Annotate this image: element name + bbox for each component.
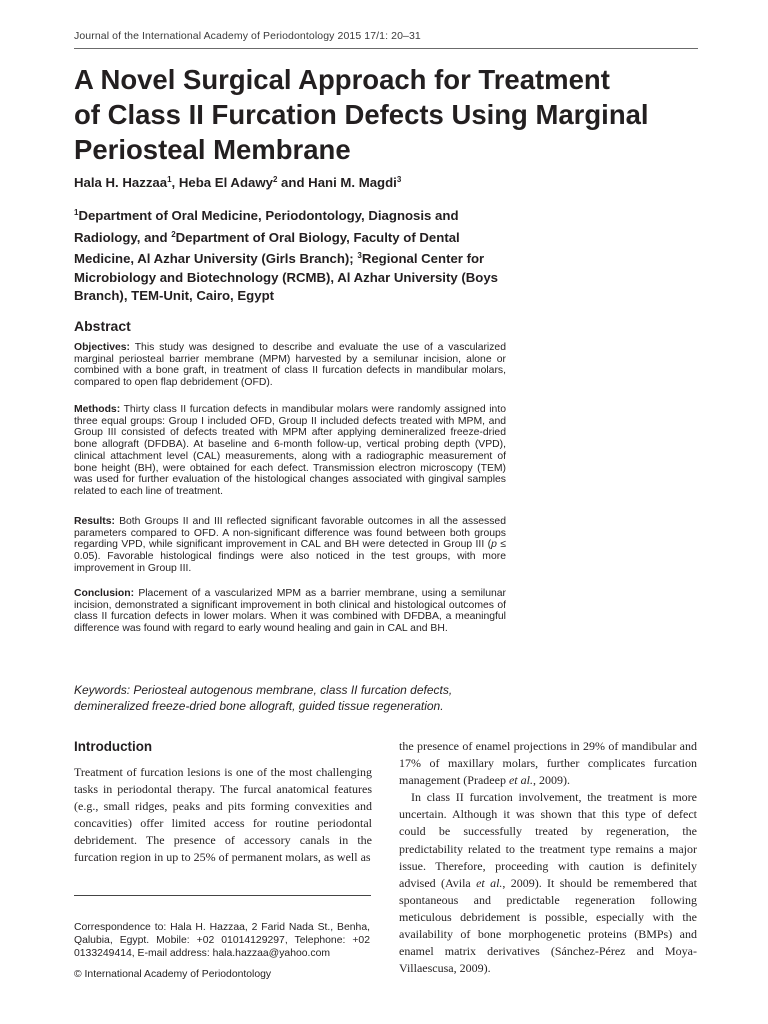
header-rule: [74, 48, 698, 49]
affiliation-text: Department of Oral Biology, Faculty of Dental Medicine, Al Azhar University (Girls Branch);: [74, 229, 460, 266]
introduction-heading: Introduction: [74, 739, 153, 754]
affiliation-marker: 1: [74, 208, 79, 217]
author-affiliation-marker: 2: [272, 175, 278, 184]
paragraph-text: , 2009). It should be remembered that spontaneous and predictable regeneration following meticulous debridement is possible, especially with the availability of bone morphogenetic proteins (BMPs) and enamel matrix derivatives (Sánchez-Pérez and Moya-Villaescusa, 2009).: [399, 875, 697, 976]
title-line-2: of Class II Furcation Defects Using Marginal: [74, 99, 649, 130]
paragraph-text: In class II furcation involvement, the treatment is more uncertain. Although it was shown that this type of defect could be successfully treated by regeneration, the predictability related to the treatment type remains a major issue. Therefore, proceeding with caution is definitely advised (Avila: [399, 790, 697, 890]
section-text: Both Groups II and III reflected significant favorable outcomes in all the assessed parameters compared to OFD. A non-significant difference was found between both groups regarding VPD, while significant improvement in CAL and BH were detected in Group III (: [74, 516, 506, 551]
affiliation-text: Department of Oral Medicine, Periodontology, Diagnosis and Radiology, and: [74, 208, 459, 245]
author-list: [74, 175, 401, 190]
correspondence-footnote: Correspondence to: Hala H. Hazzaa, 2 Farid Nada St., Benha, Qalubia, Egypt. Mobile: +02 01014129297, Telephone: +02 0133249414, E-mail address: hala.hazzaa@yahoo.com: [74, 922, 370, 959]
abstract-objectives: [74, 342, 506, 389]
abstract-heading: Abstract: [74, 318, 131, 334]
section-label: Objectives:: [74, 342, 131, 353]
section-label: Results:: [74, 516, 115, 527]
author-separator: and: [277, 175, 309, 190]
p-value-symbol: p: [491, 539, 497, 551]
section-text: Thirty class II furcation defects in mandibular molars were randomly assigned into three equal groups: Group I included OFD, Group II included defects treated with MPM, and Group III consisted of defects treated with MPM after applying demineralized freeze-dried bone allograft (DFDBA). At baseline and 6-month follow-up, vertical probing depth (VPD), clinical attachment level (CAL) measurements, along with a radiographic measurement of bone height (BH), were obtained for each defect. Transmission electron microscopy (TEM) was used for further evaluation of the histological changes associated with gingival samples related to each line of treatment.: [74, 404, 506, 497]
affiliations: [74, 204, 510, 306]
journal-citation-header: Journal of the International Academy of Periodontology 2015 17/1: 20–31: [74, 30, 421, 42]
author-name: Hala H. Hazzaa: [74, 175, 168, 190]
abstract-results: [74, 516, 506, 575]
title-line-3: Periosteal Membrane: [74, 134, 351, 165]
title-line-1: A Novel Surgical Approach for Treatment: [74, 64, 610, 95]
section-text: Placement of a vascularized MPM as a barrier membrane, using a semilunar incision, demonstrated a significant improvement in both clinical and histological outcomes of class II furcation defects in lower molars. When it was combined with DFDBA, a meaningful difference was found with regard to early wound healing and gain in CAL and BH.: [74, 588, 506, 635]
author-name: Heba El Adawy: [178, 175, 273, 190]
abstract-conclusion: [74, 588, 506, 635]
body-paragraph: [399, 738, 697, 789]
article-title: [74, 62, 704, 167]
abstract-methods: [74, 404, 506, 498]
author-affiliation-marker: 1: [167, 175, 172, 184]
section-label: Methods:: [74, 404, 121, 415]
keywords-text: Periosteal autogenous membrane, class II furcation defects, demineralized freeze-dried bone allograft, guided tissue regeneration.: [74, 683, 453, 713]
keywords-label: Keywords:: [74, 683, 131, 697]
section-text: ≤ 0.05). Favorable histological findings were also noticed in the test groups, with more improvement in Group III.: [74, 539, 506, 574]
body-paragraph: Treatment of furcation lesions is one of the most challenging tasks in periodontal therapy. The furcal anatomical features (e.g., small ridges, peaks and pits forming convexities and concavities) offer limited access for routine periodontal debridement. The presence of accessory canals in the furcation region in up to 25% of permanent molars, as well as: [74, 765, 372, 865]
affiliation-text: Regional Center for Microbiology and Biotechnology (RCMB), Al Azhar University (Boys Branch), TEM-Unit, Cairo, Egypt: [74, 251, 498, 303]
citation-etal: et al.: [476, 875, 503, 890]
affiliation-marker: 2: [171, 229, 176, 239]
paragraph-text: , 2009).: [532, 773, 570, 788]
author-separator: ,: [171, 175, 179, 190]
section-label: Conclusion:: [74, 588, 135, 599]
body-column-left: [74, 764, 372, 867]
paragraph-text: the presence of enamel projections in 29% of mandibular and 17% of maxillary molars, further complicates furcation management (Pradeep: [399, 739, 697, 788]
footnote-rule: [74, 895, 371, 896]
body-paragraph: [399, 789, 697, 977]
author-affiliation-marker: 3: [396, 175, 402, 184]
section-text: This study was designed to describe and evaluate the use of a vascularized marginal periosteal barrier membrane (MPM) harvested by a semilunar incision, alone or combined with a bone graft, in treatment of class II furcation defects in mandibular molars, compared to open flap debridement (OFD).: [74, 342, 506, 389]
body-column-right: [399, 738, 697, 977]
citation-etal: et al.: [508, 773, 533, 788]
author-name: Hani M. Magdi: [308, 175, 397, 190]
affiliation-marker: 3: [357, 251, 362, 260]
keywords: [74, 682, 514, 714]
copyright-notice: © International Academy of Periodontology: [74, 969, 272, 980]
